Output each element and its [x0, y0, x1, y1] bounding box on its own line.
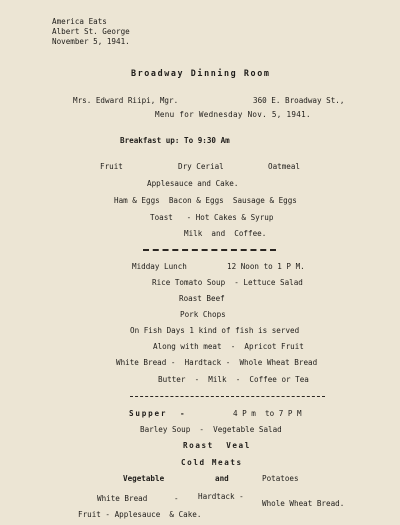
- breakfast-item-oatmeal: Oatmeal: [268, 162, 301, 171]
- supper-line-whole-wheat: Whole Wheat Bread.: [262, 499, 345, 508]
- header-line-3: November 5, 1941.: [52, 37, 130, 46]
- supper-line-fruit-dessert: Fruit - Applesauce & Cake.: [78, 510, 202, 519]
- header-line-1: America Eats: [52, 17, 107, 26]
- breakfast-item-fruit: Fruit: [100, 162, 123, 171]
- menu-date-line: Menu for Wednesday Nov. 5, 1941.: [155, 110, 311, 119]
- manager-name: Mrs. Edward Riipi, Mgr.: [73, 96, 179, 105]
- lunch-line-fish: On Fish Days 1 kind of fish is served: [130, 326, 300, 335]
- restaurant-title: Broadway Dinning Room: [131, 68, 271, 78]
- breakfast-heading: Breakfast up: To 9:30 Am: [120, 136, 230, 145]
- lunch-line-breads: White Bread - Hardtack - Whole Wheat Bread: [116, 358, 318, 367]
- divider-breakfast-lunch: [143, 249, 276, 251]
- lunch-line-pork-chops: Pork Chops: [180, 310, 226, 319]
- lunch-heading: Midday Lunch: [132, 262, 187, 271]
- breakfast-line-drinks: Milk and Coffee.: [184, 229, 267, 238]
- restaurant-address: 360 E. Broadway St.,: [253, 96, 345, 105]
- supper-line-roast-veal: Roast Veal: [183, 441, 251, 450]
- supper-line-vegetable: Vegetable: [123, 474, 165, 483]
- lunch-line-soup-salad: Rice Tomato Soup - Lettuce Salad: [152, 278, 303, 287]
- supper-hours: 4 P m to 7 P M: [233, 409, 302, 418]
- supper-line-white-bread: White Bread: [97, 494, 148, 503]
- header-line-2: Albert St. George: [52, 27, 130, 36]
- supper-line-and: and: [215, 474, 229, 483]
- supper-line-hardtack: Hardtack -: [198, 492, 244, 501]
- lunch-line-roast-beef: Roast Beef: [179, 294, 225, 303]
- divider-lunch-supper: [130, 396, 325, 397]
- supper-heading: Supper -: [129, 409, 187, 418]
- breakfast-line-toast: Toast - Hot Cakes & Syrup: [150, 213, 274, 222]
- lunch-line-apricot: Along with meat - Apricot Fruit: [153, 342, 304, 351]
- lunch-hours: 12 Noon to 1 P M.: [227, 262, 305, 271]
- supper-line-cold-meats: Cold Meats: [181, 458, 243, 467]
- breakfast-line-applesauce: Applesauce and Cake.: [147, 179, 239, 188]
- breakfast-item-cereal: Dry Cerial: [178, 162, 224, 171]
- supper-line-soup-salad: Barley Soup - Vegetable Salad: [140, 425, 282, 434]
- supper-line-potatoes: Potatoes: [262, 474, 299, 483]
- lunch-line-drinks: Butter - Milk - Coffee or Tea: [158, 375, 309, 384]
- breakfast-line-eggs: Ham & Eggs Bacon & Eggs Sausage & Eggs: [114, 196, 297, 205]
- supper-line-dash: -: [174, 494, 179, 503]
